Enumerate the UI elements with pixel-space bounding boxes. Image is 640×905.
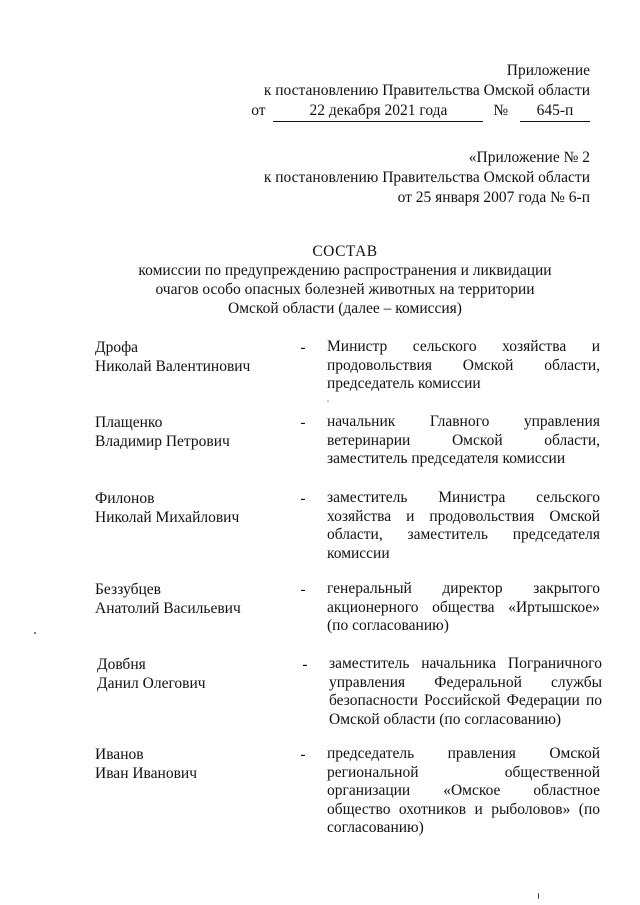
member-role: начальник Главного управления ветеринарии Омской области, заместитель председателя комиссии: [327, 413, 600, 467]
member-given-names: Данил Олегович: [97, 675, 206, 692]
member-surname: Беззубцев: [95, 581, 162, 598]
member-given-names: Николай Валентинович: [95, 358, 251, 375]
member-dash: -: [300, 339, 306, 356]
member-surname: Иванов: [95, 746, 144, 763]
member-role: Министр сельского хозяйства и продовольствия Омской области, председатель комиссии: [327, 338, 600, 392]
title-line-1: комиссии по предупреждению распространения и ликвидации: [138, 262, 552, 279]
member-role: председатель правления Омской региональной общественной организации «Омское областное общество охотников и рыболовов» (по согласованию): [327, 745, 600, 836]
member-surname: Дрофа: [95, 339, 138, 356]
document-title: [90, 242, 600, 318]
member-role: заместитель начальника Пограничного управления Федеральной службы безопасности Российской Федерации по Омской области (по согласованию): [329, 655, 602, 728]
member-name: [95, 413, 295, 451]
member-role: генеральный директор закрытого акционерного общества «Иртышское» (по согласованию): [327, 580, 600, 634]
scan-speck: [327, 400, 329, 402]
member-given-names: Анатолий Васильевич: [95, 600, 241, 617]
member-dash: -: [300, 581, 306, 598]
from-prefix: от: [251, 102, 266, 119]
number-sign: №: [493, 102, 509, 119]
scan-speck: [34, 632, 36, 634]
resolution-number: 645-п: [520, 101, 590, 122]
member-name: [95, 489, 295, 527]
member-dash: -: [300, 490, 306, 507]
member-role: заместитель Министра сельского хозяйства и продовольствия Омской области, заместитель председателя комиссии: [327, 489, 600, 562]
member-dash: -: [300, 414, 306, 431]
title-line-3: Омской области (далее – комиссия): [228, 300, 462, 317]
member-given-names: Николай Михайлович: [95, 509, 240, 526]
appendix-header: [251, 61, 590, 122]
member-name: [95, 580, 295, 618]
member-given-names: Иван Иванович: [95, 765, 197, 782]
original-appendix-header: [264, 148, 590, 208]
original-resolution-ref: к постановлению Правительства Омской области: [263, 169, 590, 186]
original-appendix-label: «Приложение № 2: [468, 149, 590, 166]
title-line-2: очагов особо опасных болезней животных на территории: [155, 281, 535, 298]
original-resolution-date: от 25 января 2007 года № 6-п: [397, 189, 590, 206]
member-name: [95, 745, 295, 783]
member-dash: -: [300, 746, 306, 763]
member-surname: Филонов: [95, 490, 155, 507]
scan-speck: [538, 893, 539, 899]
title-main: СОСТАВ: [312, 243, 378, 260]
member-surname: Плащенко: [95, 414, 163, 431]
member-surname: Довбня: [97, 656, 146, 673]
member-dash: -: [302, 656, 308, 673]
appendix-resolution-ref: к постановлению Правительства Омской области: [263, 82, 590, 99]
resolution-date: 22 декабря 2021 года: [273, 101, 483, 122]
member-name: [97, 655, 297, 693]
appendix-label: Приложение: [506, 62, 590, 79]
appendix-date-line: [251, 101, 590, 122]
member-name: [95, 338, 295, 376]
member-given-names: Владимир Петрович: [95, 433, 230, 450]
